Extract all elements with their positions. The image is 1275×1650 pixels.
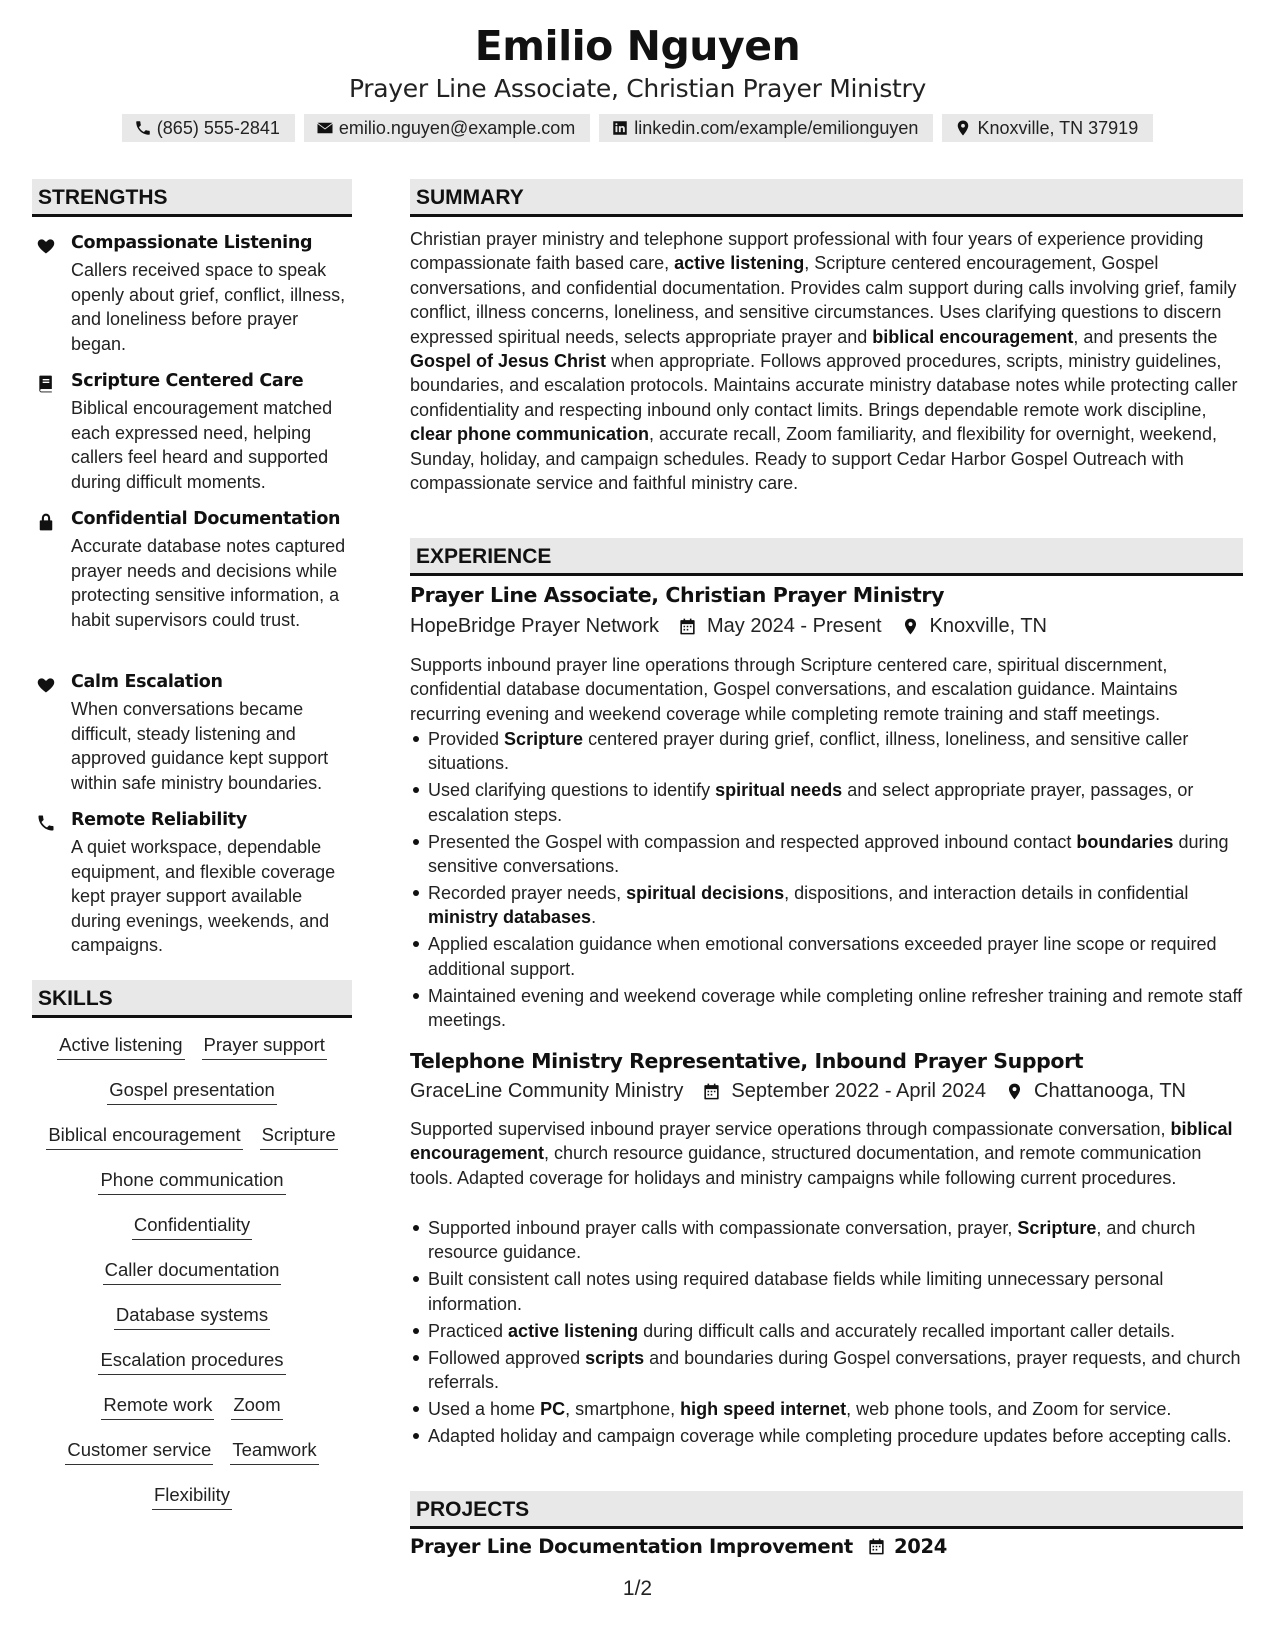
strength-desc: Biblical encouragement matched each expressed need, helping callers feel heard and supported during difficult moments. <box>71 398 333 492</box>
job-location: Chattanooga, TN <box>1034 1080 1186 1102</box>
contact-email-text: emilio.nguyen@example.com <box>338 118 576 138</box>
strength-title: Calm Escalation <box>71 672 223 692</box>
job-bullet: Used clarifying questions to identify spiritual needs and select appropriate prayer, passages, or escalation steps. <box>410 778 1243 827</box>
contact-linkedin[interactable] <box>599 114 933 142</box>
skill-tag: Biblical encouragement <box>46 1123 242 1150</box>
strength-desc: Callers received space to speak openly about grief, conflict, illness, and loneliness before prayer began. <box>71 260 346 354</box>
skill-row <box>32 1348 352 1393</box>
skill-row <box>32 1168 352 1213</box>
job-bullet: Followed approved scripts and boundaries during Gospel conversations, prayer requests, and church referrals. <box>410 1346 1243 1395</box>
contact-phone[interactable] <box>122 114 295 142</box>
strength-desc: Accurate database notes captured prayer needs and decisions while protecting sensitive information, a habit supervisors could trust. <box>71 536 346 630</box>
skill-tag: Customer service <box>65 1438 213 1465</box>
phone-icon <box>134 119 152 137</box>
skill-tag: Gospel presentation <box>107 1078 277 1105</box>
job-bullets <box>410 1216 1243 1451</box>
job-bullet: Applied escalation guidance when emotional conversations exceeded prayer line scope or required additional support. <box>410 932 1243 981</box>
calendar-icon <box>678 617 697 636</box>
candidate-name: Emilio Nguyen <box>474 22 801 70</box>
skill-tag: Escalation procedures <box>98 1348 285 1375</box>
projects-heading: PROJECTS <box>410 1491 1243 1529</box>
skill-tag: Confidentiality <box>132 1213 252 1240</box>
contact-email[interactable] <box>304 114 590 142</box>
skill-tag: Scripture <box>260 1123 338 1150</box>
skill-row <box>32 1393 352 1438</box>
skill-row <box>32 1303 352 1348</box>
job-bullet: Recorded prayer needs, spiritual decisions, dispositions, and interaction details in confidential ministry databases. <box>410 881 1243 930</box>
contact-phone-text: (865) 555-2841 <box>156 118 280 138</box>
strength-desc: A quiet workspace, dependable equipment, and flexible coverage kept prayer support available during evenings, weekends, and campaigns. <box>71 837 336 955</box>
job-title: Telephone Ministry Representative, Inbound Prayer Support <box>410 1049 1084 1073</box>
strengths-heading: STRENGTHS <box>32 179 352 217</box>
summary-text: Christian prayer ministry and telephone support professional with four years of experience providing compassionate faith based care, active listening, Scripture centered encouragement, Gospel conversations, and confidential documentation. Provides calm support during calls involving grief, family conflict, illness concerns, loneliness, and sensitive circumstances. Uses clarifying questions to discern expressed spiritual needs, selects appropriate prayer and biblical encouragement, and presents the Gospel of Jesus Christ when appropriate. Follows approved procedures, scripts, ministry guidelines, boundaries, and escalation protocols. Maintains accurate ministry database notes while protecting caller confidentiality and respecting inbound only contact limits. Brings dependable remote work discipline, clear phone communication, accurate recall, Zoom familiarity, and flexibility for overnight, weekend, Sunday, holiday, and campaign schedules. Ready to support Cedar Harbor Gospel Outreach with compassionate service and faithful ministry care. <box>410 229 1238 494</box>
skills-list <box>32 1033 352 1528</box>
skills-heading: SKILLS <box>32 980 352 1018</box>
project-year: 2024 <box>893 1535 948 1558</box>
book-icon <box>36 374 56 394</box>
skill-row <box>32 1438 352 1483</box>
job-bullet: Practiced active listening during difficult calls and accurately recalled important caller details. <box>410 1319 1243 1343</box>
experience-heading: EXPERIENCE <box>410 538 1243 576</box>
job-bullet: Supported inbound prayer calls with compassionate conversation, prayer, Scripture, and church resource guidance. <box>410 1216 1243 1265</box>
job-bullet: Provided Scripture centered prayer during grief, conflict, illness, loneliness, and sensitive caller situations. <box>410 727 1243 776</box>
map-pin-icon <box>954 119 972 137</box>
contact-location <box>942 114 1153 142</box>
job-meta <box>410 615 1047 638</box>
job-dates: May 2024 - Present <box>707 615 882 637</box>
job-location: Knoxville, TN <box>929 615 1047 637</box>
candidate-title: Prayer Line Associate, Christian Prayer Ministry <box>348 74 927 103</box>
job-meta <box>410 1080 1186 1103</box>
calendar-icon <box>867 1537 886 1556</box>
summary-heading: SUMMARY <box>410 179 1243 217</box>
lock-icon <box>36 512 56 532</box>
job-bullet: Presented the Gospel with compassion and respected approved inbound contact boundaries during sensitive conversations. <box>410 830 1243 879</box>
strength-title: Compassionate Listening <box>71 233 313 253</box>
skill-row <box>32 1033 352 1078</box>
map-pin-icon <box>1005 1082 1024 1101</box>
job-summary: Supported supervised inbound prayer service operations through compassionate conversation, biblical encouragement, church resource guidance, structured documentation, and remote communication tools. Adapted coverage for holidays and ministry campaigns while following current procedures. <box>410 1119 1233 1188</box>
job-summary: Supports inbound prayer line operations through Scripture centered care, spiritual discernment, confidential database documentation, Gospel conversations, and escalation guidance. Maintains recurring evening and weekend coverage while completing remote training and staff meetings. <box>410 655 1178 724</box>
job-bullets <box>410 727 1243 1035</box>
envelope-icon <box>316 119 334 137</box>
strength-title: Confidential Documentation <box>71 509 341 529</box>
skill-tag: Remote work <box>101 1393 214 1420</box>
skill-row <box>32 1123 352 1168</box>
skill-tag: Active listening <box>57 1033 184 1060</box>
job-bullet: Maintained evening and weekend coverage while completing online refresher training and remote staff meetings. <box>410 984 1243 1033</box>
strength-title: Remote Reliability <box>71 810 247 830</box>
job-company: HopeBridge Prayer Network <box>410 615 659 637</box>
job-bullet: Used a home PC, smartphone, high speed internet, web phone tools, and Zoom for service. <box>410 1397 1243 1421</box>
job-bullet: Adapted holiday and campaign coverage while completing procedure updates before accepting calls. <box>410 1424 1243 1448</box>
skill-tag: Prayer support <box>202 1033 327 1060</box>
skill-tag: Zoom <box>231 1393 282 1420</box>
strength-title: Scripture Centered Care <box>71 371 304 391</box>
contact-location-text: Knoxville, TN 37919 <box>977 118 1139 138</box>
skill-row <box>32 1483 352 1528</box>
contact-bar <box>0 114 1275 142</box>
map-pin-icon <box>901 617 920 636</box>
job-title: Prayer Line Associate, Christian Prayer Ministry <box>410 583 945 607</box>
skill-tag: Flexibility <box>152 1483 232 1510</box>
job-dates: September 2022 - April 2024 <box>731 1080 987 1102</box>
skill-row <box>32 1078 352 1123</box>
heart-icon <box>36 675 56 695</box>
skill-tag: Database systems <box>114 1303 270 1330</box>
job-company: GraceLine Community Ministry <box>410 1080 684 1102</box>
phone-icon <box>36 813 56 833</box>
skill-row <box>32 1213 352 1258</box>
page-number: 1/2 <box>622 1577 653 1600</box>
contact-linkedin-text: linkedin.com/example/emilionguyen <box>634 118 919 138</box>
job-bullet: Built consistent call notes using required database fields while limiting unnecessary personal information. <box>410 1267 1243 1316</box>
project-item <box>410 1535 947 1558</box>
heart-icon <box>36 236 56 256</box>
project-title: Prayer Line Documentation Improvement <box>410 1535 853 1558</box>
calendar-icon <box>702 1082 721 1101</box>
skill-tag: Caller documentation <box>103 1258 282 1285</box>
strength-desc: When conversations became difficult, steady listening and approved guidance kept support within safe ministry boundaries. <box>71 699 329 793</box>
skill-tag: Teamwork <box>230 1438 318 1465</box>
skill-tag: Phone communication <box>98 1168 285 1195</box>
skill-row <box>32 1258 352 1303</box>
linkedin-icon <box>611 119 629 137</box>
